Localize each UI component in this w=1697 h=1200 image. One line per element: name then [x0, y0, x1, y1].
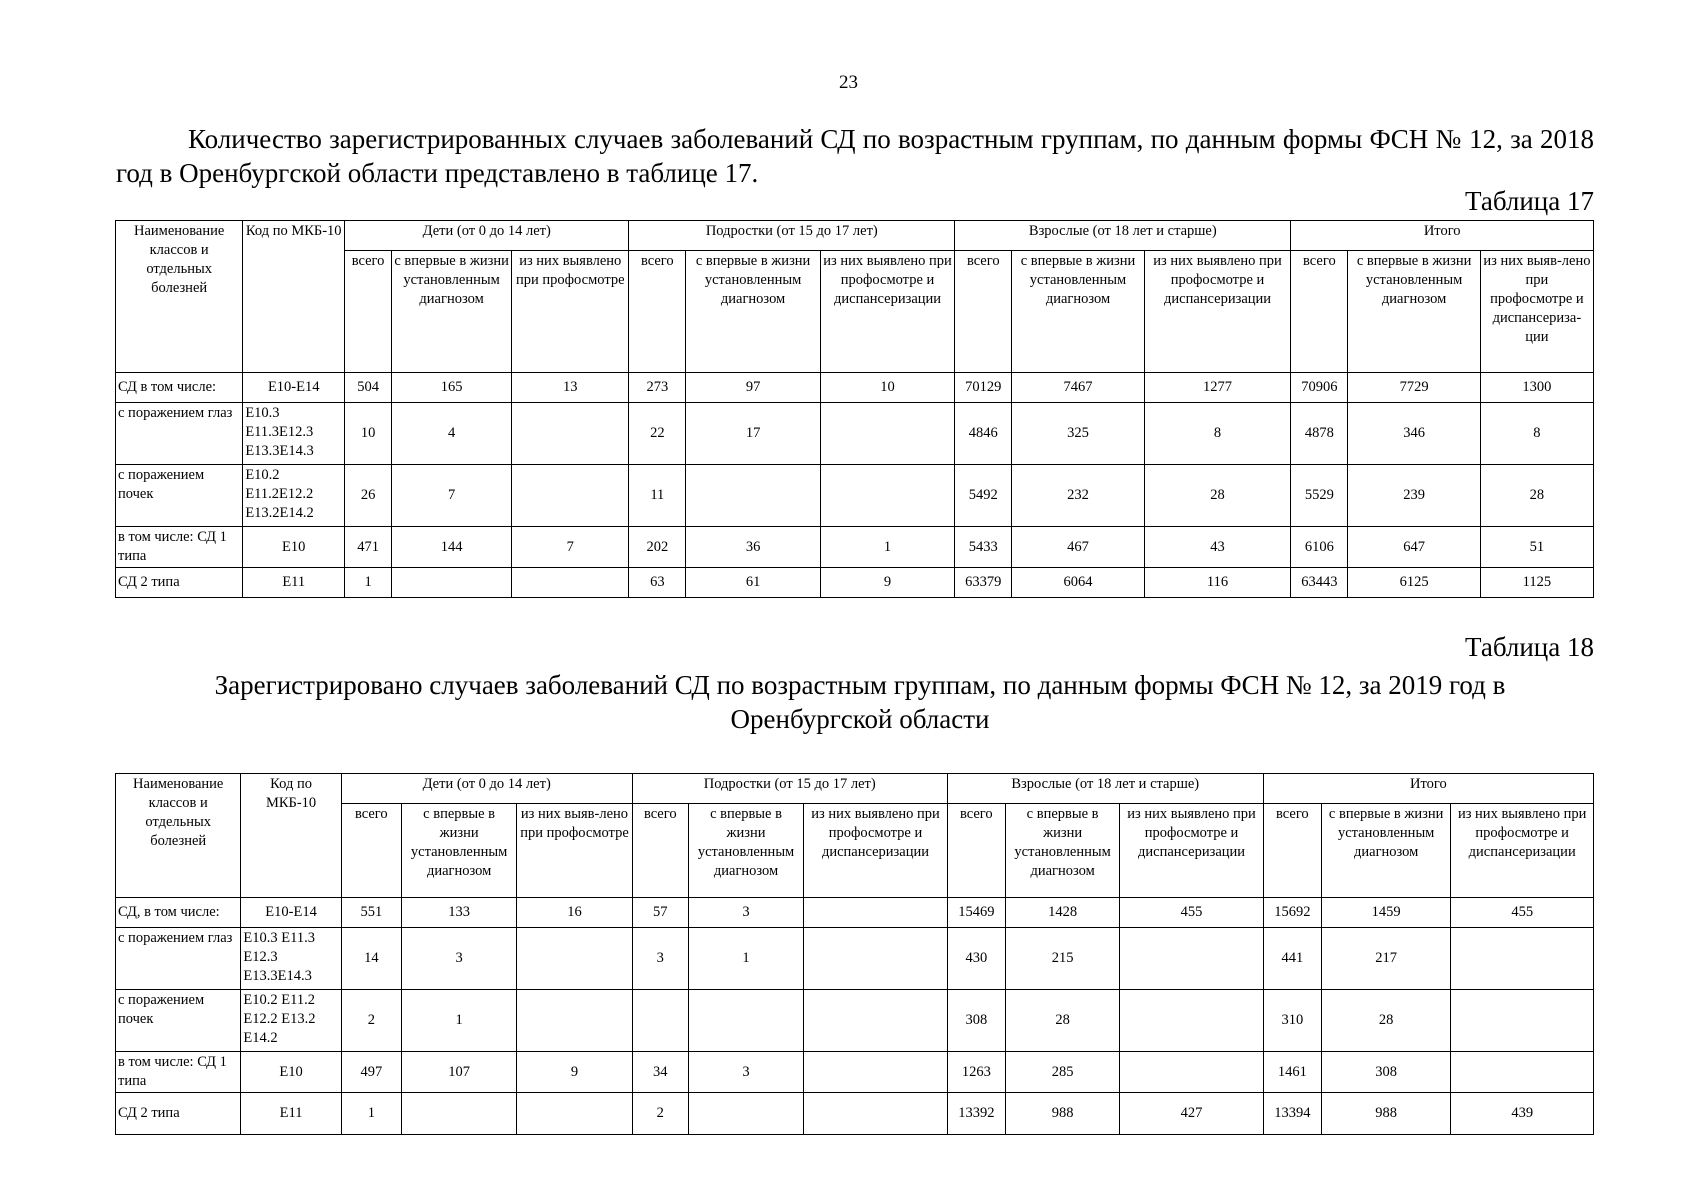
value-cell: 647	[1348, 527, 1480, 568]
value-cell: 239	[1348, 465, 1480, 527]
value-cell: 504	[345, 373, 392, 403]
subheader: с впервые в жизни установленным диагнозом	[688, 804, 803, 898]
value-cell	[688, 990, 803, 1052]
table-18	[115, 773, 1594, 1135]
value-cell: 8	[1480, 403, 1593, 465]
table-row	[116, 373, 1594, 403]
row-name: с поражением глаз	[116, 403, 243, 465]
value-cell	[517, 990, 632, 1052]
value-cell: 273	[629, 373, 686, 403]
value-cell: 36	[686, 527, 820, 568]
subheader: всего	[632, 804, 688, 898]
value-cell: 455	[1120, 898, 1263, 928]
value-cell: 308	[1321, 1052, 1450, 1093]
row-name: в том числе: СД 1 типа	[116, 1052, 241, 1093]
table-row	[116, 568, 1594, 598]
value-cell: 4878	[1291, 403, 1348, 465]
value-cell: 61	[686, 568, 820, 598]
row-code: Е10-Е14	[241, 898, 341, 928]
subheader: из них выявлено при профосмотре и диспансеризации	[804, 804, 948, 898]
value-cell: 133	[401, 898, 516, 928]
value-cell: 3	[688, 898, 803, 928]
value-cell: 1	[401, 990, 516, 1052]
header-name: Наименование классов и отдельных болезней	[116, 221, 243, 373]
row-name: в том числе: СД 1 типа	[116, 527, 243, 568]
value-cell: 988	[1321, 1093, 1450, 1135]
value-cell	[1451, 928, 1594, 990]
row-code: Е10	[241, 1052, 341, 1093]
value-cell: 107	[401, 1052, 516, 1093]
value-cell	[688, 1093, 803, 1135]
value-cell: 310	[1263, 990, 1321, 1052]
header-group-total: Итого	[1291, 221, 1594, 251]
table18-caption: Таблица 18	[1465, 632, 1594, 662]
value-cell: 10	[820, 373, 954, 403]
header-group-children: Дети (от 0 до 14 лет)	[341, 774, 632, 804]
value-cell: 441	[1263, 928, 1321, 990]
table-row	[116, 928, 1594, 990]
value-cell: 15692	[1263, 898, 1321, 928]
value-cell	[1451, 1052, 1594, 1093]
table-row	[116, 990, 1594, 1052]
value-cell: 34	[632, 1052, 688, 1093]
value-cell: 13	[512, 373, 629, 403]
value-cell: 551	[341, 898, 401, 928]
value-cell: 4	[392, 403, 512, 465]
value-cell	[517, 928, 632, 990]
value-cell: 144	[392, 527, 512, 568]
value-cell: 8	[1144, 403, 1291, 465]
value-cell: 4846	[955, 403, 1012, 465]
header-group-total: Итого	[1263, 774, 1593, 804]
value-cell	[804, 928, 948, 990]
value-cell: 1300	[1480, 373, 1593, 403]
subheader: всего	[629, 251, 686, 373]
subheader: из них выявлено при профосмотре и диспансеризации	[1144, 251, 1291, 373]
header-code: Код по МКБ-10	[241, 774, 341, 898]
row-name: с поражением почек	[116, 990, 241, 1052]
value-cell: 43	[1144, 527, 1291, 568]
page-number: 23	[839, 72, 858, 93]
value-cell: 1	[688, 928, 803, 990]
value-cell: 5529	[1291, 465, 1348, 527]
value-cell: 285	[1005, 1052, 1119, 1093]
value-cell: 3	[632, 928, 688, 990]
subheader: из них выяв-лено при профосмотре и диспансериза-ции	[1480, 251, 1593, 373]
value-cell: 16	[517, 898, 632, 928]
header-group-adults: Взрослые (от 18 лет и старше)	[955, 221, 1291, 251]
row-name: с поражением почек	[116, 465, 243, 527]
value-cell	[686, 465, 820, 527]
value-cell	[804, 1093, 948, 1135]
row-code: Е11	[243, 568, 345, 598]
row-code: Е10-Е14	[243, 373, 345, 403]
value-cell: 232	[1012, 465, 1144, 527]
value-cell: 471	[345, 527, 392, 568]
row-code: Е10.2 Е11.2 Е12.2 Е13.2 Е14.2	[241, 990, 341, 1052]
value-cell: 9	[820, 568, 954, 598]
value-cell: 1461	[1263, 1052, 1321, 1093]
table-row	[116, 898, 1594, 928]
value-cell: 9	[517, 1052, 632, 1093]
value-cell: 5433	[955, 527, 1012, 568]
value-cell: 427	[1120, 1093, 1263, 1135]
value-cell: 10	[345, 403, 392, 465]
table-row	[116, 1093, 1594, 1135]
value-cell: 439	[1451, 1093, 1594, 1135]
value-cell: 51	[1480, 527, 1593, 568]
value-cell: 1459	[1321, 898, 1450, 928]
subheader: из них выявлено при профосмотре	[512, 251, 629, 373]
value-cell: 63379	[955, 568, 1012, 598]
table-17	[115, 220, 1594, 598]
value-cell	[804, 1052, 948, 1093]
value-cell: 467	[1012, 527, 1144, 568]
row-name: с поражением глаз	[116, 928, 241, 990]
row-code: Е10	[243, 527, 345, 568]
value-cell: 26	[345, 465, 392, 527]
subheader: из них выяв-лено при профосмотре	[517, 804, 632, 898]
value-cell: 1125	[1480, 568, 1593, 598]
value-cell: 14	[341, 928, 401, 990]
value-cell: 63	[629, 568, 686, 598]
value-cell: 28	[1144, 465, 1291, 527]
value-cell	[820, 403, 954, 465]
value-cell: 3	[401, 928, 516, 990]
table-row	[116, 527, 1594, 568]
value-cell: 7729	[1348, 373, 1480, 403]
value-cell: 165	[392, 373, 512, 403]
intro-paragraph: Количество зарегистрированных случаев заболеваний СД по возрастным группам, по данным формы ФСН № 12, за 2018 год в Оренбургской области представлено в таблице 17.	[116, 124, 1594, 188]
value-cell: 57	[632, 898, 688, 928]
value-cell: 28	[1321, 990, 1450, 1052]
value-cell	[512, 568, 629, 598]
header-group-teens: Подростки (от 15 до 17 лет)	[629, 221, 955, 251]
value-cell	[1120, 990, 1263, 1052]
row-name: СД 2 типа	[116, 568, 243, 598]
value-cell	[392, 568, 512, 598]
header-group-children: Дети (от 0 до 14 лет)	[345, 221, 629, 251]
value-cell: 11	[629, 465, 686, 527]
value-cell	[401, 1093, 516, 1135]
value-cell: 202	[629, 527, 686, 568]
subheader: всего	[955, 251, 1012, 373]
value-cell: 63443	[1291, 568, 1348, 598]
header-group-adults: Взрослые (от 18 лет и старше)	[947, 774, 1263, 804]
value-cell: 13392	[947, 1093, 1005, 1135]
value-cell: 6125	[1348, 568, 1480, 598]
header-name: Наименование классов и отдельных болезней	[116, 774, 241, 898]
value-cell: 217	[1321, 928, 1450, 990]
value-cell: 1	[345, 568, 392, 598]
value-cell	[804, 990, 948, 1052]
value-cell: 7	[512, 527, 629, 568]
value-cell: 1	[341, 1093, 401, 1135]
subheader: с впервые в жизни установленным диагнозом	[1005, 804, 1119, 898]
header-code: Код по МКБ-10	[243, 221, 345, 373]
subheader: всего	[947, 804, 1005, 898]
value-cell: 6064	[1012, 568, 1144, 598]
subheader: всего	[341, 804, 401, 898]
value-cell: 308	[947, 990, 1005, 1052]
value-cell: 7	[392, 465, 512, 527]
row-name: СД 2 типа	[116, 1093, 241, 1135]
subheader: с впервые в жизни установленным диагнозом	[1012, 251, 1144, 373]
subheader: из них выявлено при профосмотре и диспансеризации	[1120, 804, 1263, 898]
value-cell	[1451, 990, 1594, 1052]
value-cell	[512, 465, 629, 527]
value-cell: 6106	[1291, 527, 1348, 568]
value-cell: 7467	[1012, 373, 1144, 403]
value-cell	[1120, 1052, 1263, 1093]
subheader: всего	[345, 251, 392, 373]
value-cell: 70129	[955, 373, 1012, 403]
value-cell: 430	[947, 928, 1005, 990]
subheader: из них выявлено при профосмотре и диспансеризации	[1451, 804, 1594, 898]
value-cell: 215	[1005, 928, 1119, 990]
table17-caption: Таблица 17	[1465, 186, 1594, 216]
value-cell: 1428	[1005, 898, 1119, 928]
value-cell: 70906	[1291, 373, 1348, 403]
value-cell	[1120, 928, 1263, 990]
subheader: из них выявлено при профосмотре и диспансеризации	[820, 251, 954, 373]
row-name: СД в том числе:	[116, 373, 243, 403]
value-cell	[804, 898, 948, 928]
value-cell: 2	[632, 1093, 688, 1135]
subheader: с впервые в жизни установленным диагнозом	[686, 251, 820, 373]
value-cell: 28	[1005, 990, 1119, 1052]
value-cell: 3	[688, 1052, 803, 1093]
row-code: Е10.3 Е11.3 Е12.3 Е13.3Е14.3	[241, 928, 341, 990]
value-cell: 455	[1451, 898, 1594, 928]
value-cell: 1263	[947, 1052, 1005, 1093]
subheader: с впервые в жизни установленным диагнозом	[392, 251, 512, 373]
value-cell: 346	[1348, 403, 1480, 465]
value-cell: 325	[1012, 403, 1144, 465]
subheader: с впервые в жизни установленным диагнозом	[1321, 804, 1450, 898]
row-code: Е11	[241, 1093, 341, 1135]
value-cell	[632, 990, 688, 1052]
value-cell: 15469	[947, 898, 1005, 928]
value-cell: 497	[341, 1052, 401, 1093]
table-row	[116, 465, 1594, 527]
value-cell	[512, 403, 629, 465]
value-cell: 13394	[1263, 1093, 1321, 1135]
value-cell: 2	[341, 990, 401, 1052]
value-cell: 1277	[1144, 373, 1291, 403]
value-cell: 97	[686, 373, 820, 403]
table-row	[116, 1052, 1594, 1093]
row-name: СД, в том числе:	[116, 898, 241, 928]
row-code: Е10.3 Е11.3Е12.3 Е13.3Е14.3	[243, 403, 345, 465]
value-cell: 5492	[955, 465, 1012, 527]
value-cell: 28	[1480, 465, 1593, 527]
value-cell: 116	[1144, 568, 1291, 598]
table-row	[116, 403, 1594, 465]
value-cell: 22	[629, 403, 686, 465]
subheader: всего	[1291, 251, 1348, 373]
row-code: Е10.2 Е11.2Е12.2 Е13.2Е14.2	[243, 465, 345, 527]
value-cell	[517, 1093, 632, 1135]
subheader: с впервые в жизни установленным диагнозом	[1348, 251, 1480, 373]
header-group-teens: Подростки (от 15 до 17 лет)	[632, 774, 947, 804]
value-cell: 988	[1005, 1093, 1119, 1135]
value-cell: 1	[820, 527, 954, 568]
value-cell	[820, 465, 954, 527]
subheader: с впервые в жизни установленным диагнозом	[401, 804, 516, 898]
table18-title: Зарегистрировано случаев заболеваний СД по возрастным группам, по данным формы ФСН № 12, за 2019 год в Оренбургской области	[214, 670, 1506, 734]
subheader: всего	[1263, 804, 1321, 898]
value-cell: 17	[686, 403, 820, 465]
